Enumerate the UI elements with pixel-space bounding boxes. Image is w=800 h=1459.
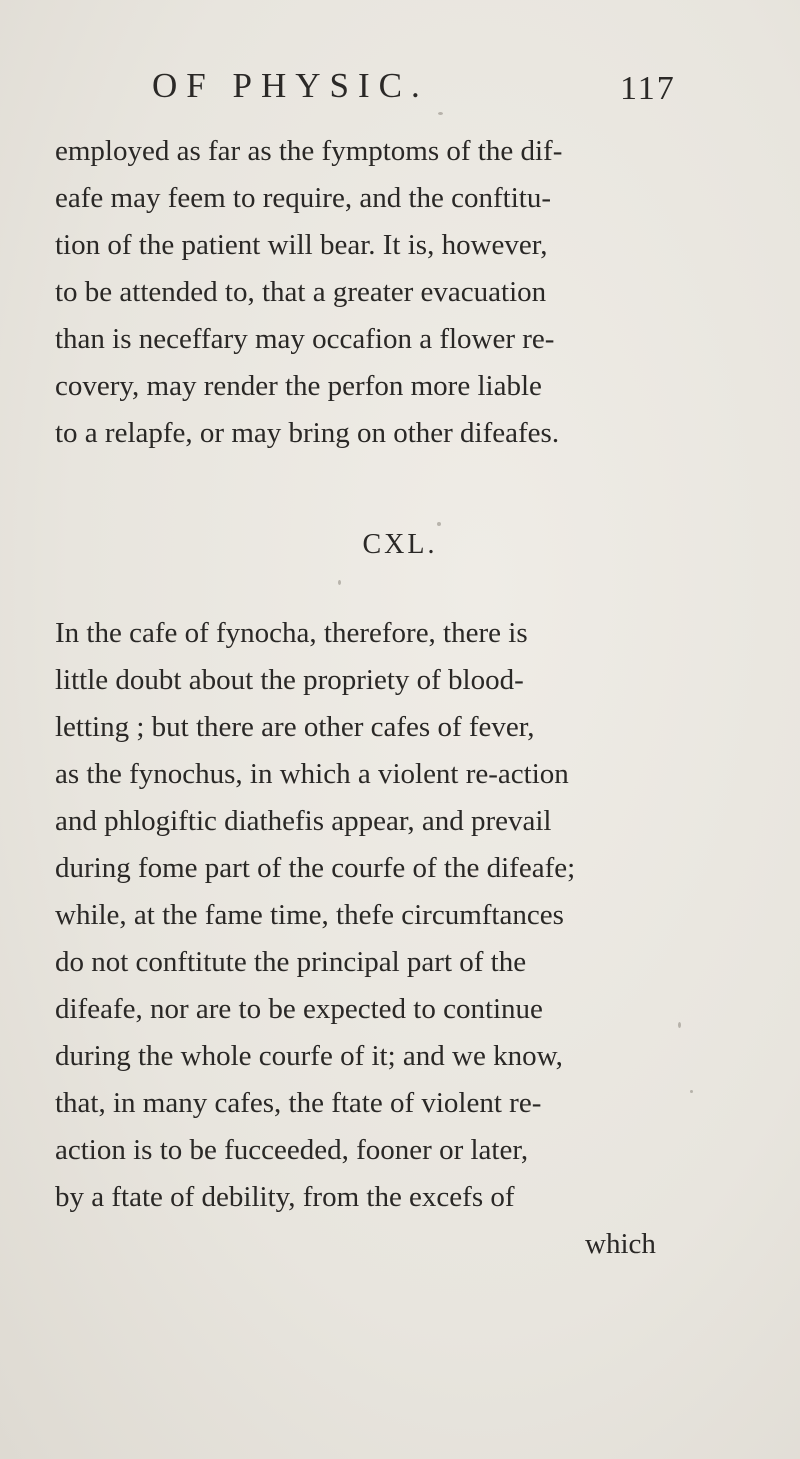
running-title: OF PHYSIC. xyxy=(152,66,429,105)
text-line: action is to be fucceeded, fooner or later, xyxy=(55,1134,529,1166)
paper-speck xyxy=(678,1022,681,1028)
paper-speck xyxy=(438,112,443,115)
paper-speck xyxy=(437,522,441,526)
text-line: that, in many cafes, the ftate of violent re- xyxy=(55,1087,542,1119)
paper-speck xyxy=(338,580,341,585)
text-line: while, at the fame time, thefe circumftances xyxy=(55,899,564,931)
text-line: employed as far as the fymptoms of the dif- xyxy=(55,135,563,167)
catchword: which xyxy=(585,1228,656,1260)
page-number: 117 xyxy=(620,70,676,107)
text-line: than is neceffary may occafion a flower re- xyxy=(55,323,555,355)
text-line: by a ftate of debility, from the excefs of xyxy=(55,1181,515,1213)
text-line: during fome part of the courfe of the difeafe; xyxy=(55,852,576,884)
text-line: eafe may feem to require, and the conftitu- xyxy=(55,182,551,214)
text-line: tion of the patient will bear. It is, however, xyxy=(55,229,548,261)
text-line: do not conftitute the principal part of the xyxy=(55,946,527,978)
text-line: during the whole courfe of it; and we know, xyxy=(55,1040,563,1072)
text-line: covery, may render the perfon more liable xyxy=(55,370,542,402)
text-line: In the cafe of fynocha, therefore, there is xyxy=(55,617,528,649)
page-header xyxy=(0,58,800,108)
paper-speck xyxy=(690,1090,693,1093)
section-heading: CXL. xyxy=(362,529,438,560)
text-line: to be attended to, that a greater evacuation xyxy=(55,276,547,308)
text-line: letting ; but there are other cafes of fever, xyxy=(55,711,535,743)
text-line: little doubt about the propriety of blood- xyxy=(55,664,524,696)
text-line: to a relapfe, or may bring on other difeafes. xyxy=(55,417,560,449)
text-line: as the fynochus, in which a violent re-action xyxy=(55,758,569,790)
text-line: difeafe, nor are to be expected to continue xyxy=(55,993,543,1025)
text-line: and phlogiftic diathefis appear, and prevail xyxy=(55,805,552,837)
